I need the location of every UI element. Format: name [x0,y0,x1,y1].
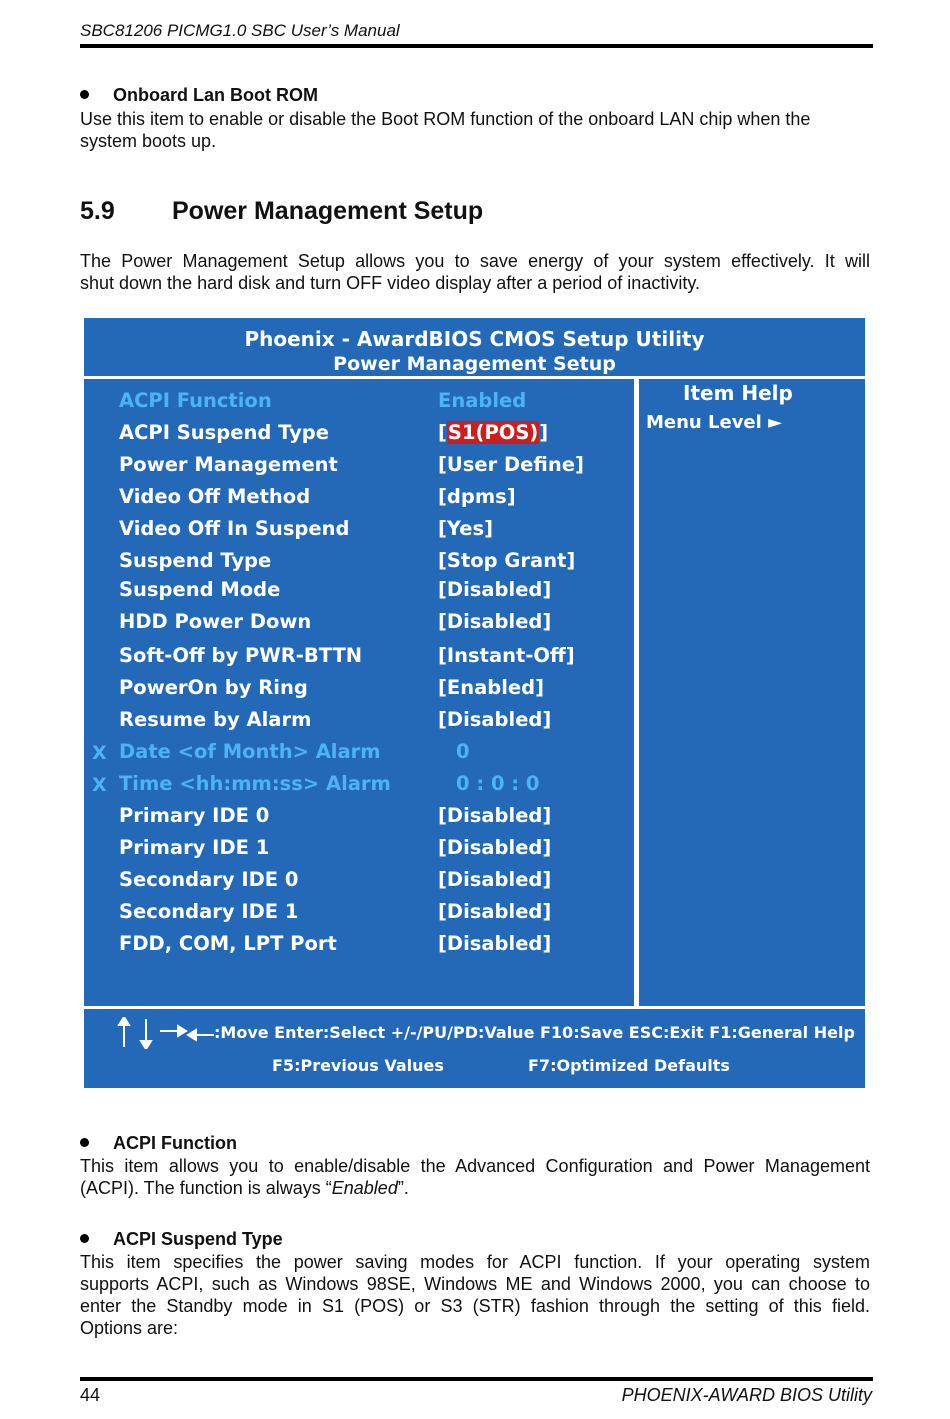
running-header: SBC81206 PICMG1.0 SBC User’s Manual [80,21,400,40]
running-footer: PHOENIX-AWARD BIOS Utility [621,1385,872,1405]
value-bracket: ] [539,421,549,444]
bios-setting-value[interactable]: [Disabled] [438,836,552,859]
bios-setting-value[interactable] [438,421,548,444]
bios-setting-value[interactable]: [Disabled] [438,868,552,891]
acpi-function-heading-text: ACPI Function [113,1133,237,1153]
acpi-suspend-line: enter the Standby mode in S1 (POS) or S3 (STR) fashion through the setting of this field. [80,1296,870,1316]
bios-setting-row[interactable] [84,804,634,834]
section-number: 5.9 [80,197,115,225]
acpi-suspend-line: Options are: [80,1318,179,1338]
bios-setting-label: Power Management [119,453,338,476]
bios-setting-label: Secondary IDE 1 [119,900,299,923]
bios-setting-row[interactable] [84,453,634,483]
bios-setting-row[interactable] [84,549,634,579]
section-title: Power Management Setup [172,197,484,225]
bios-setting-row[interactable] [84,517,634,547]
section-intro-line: The Power Management Setup allows you to save energy of your system effectively. It will [80,251,870,271]
value-bracket: [ [438,421,447,444]
arrow-keys-icon [114,1017,214,1049]
bios-setting-label: PowerOn by Ring [119,676,308,699]
acpi-suspend-line: supports ACPI, such as Windows 98SE, Windows ME and Windows 2000, you can choose to [80,1274,870,1294]
bios-setting-value[interactable]: [Stop Grant] [438,549,576,572]
item-help-title: Item Help [683,381,793,405]
bios-setting-label: FDD, COM, LPT Port [119,932,337,955]
bios-setting-label: ACPI Suspend Type [119,421,329,444]
bios-setting-value[interactable]: [User Define] [438,453,584,476]
key-help-f7: F7:Optimized Defaults [528,1056,730,1075]
bios-setting-row[interactable] [84,900,634,930]
section-intro [80,250,870,294]
bios-setting-label: Primary IDE 1 [119,836,270,859]
bios-setting-value[interactable]: Enabled [438,389,527,412]
header-rule [80,44,873,48]
bios-setting-label: HDD Power Down [119,610,312,633]
bios-setting-row[interactable] [84,644,634,674]
highlighted-value: S1(POS) [447,421,539,444]
bios-setting-value[interactable]: [Disabled] [438,610,552,633]
bios-setting-value[interactable]: [dpms] [438,485,516,508]
acpi-function-description [80,1155,870,1199]
bullet-icon [80,1234,89,1243]
bios-setting-row[interactable] [84,389,634,419]
acpi-suspend-heading [80,1229,283,1250]
bios-setting-label: Video Off In Suspend [119,517,350,540]
acpi-suspend-description [80,1251,870,1339]
bios-setting-value[interactable]: [Instant-Off] [438,644,575,667]
acpi-suspend-heading-text: ACPI Suspend Type [113,1229,283,1249]
bios-setting-row[interactable] [84,868,634,898]
lan-boot-heading-text: Onboard Lan Boot ROM [113,85,318,105]
bullet-icon [80,1138,89,1147]
acpi-function-text: (ACPI). The function is always “ [80,1178,332,1198]
lan-boot-line: system boots up. [80,131,217,151]
bios-setting-label: Resume by Alarm [119,708,312,731]
bios-title-bar [84,318,865,376]
bios-settings-panel [84,379,634,1006]
key-help-line: :Move Enter:Select +/-/PU/PD:Value F10:Save ESC:Exit F1:General Help [214,1023,855,1042]
bios-setting-row[interactable] [84,836,634,866]
bios-help-panel [639,379,865,1006]
acpi-function-enabled: Enabled [331,1178,398,1198]
acpi-function-line: This item allows you to enable/disable the Advanced Configuration and Power Management [80,1156,870,1176]
bios-setting-value[interactable]: [Disabled] [438,578,552,601]
bullet-icon [80,90,89,99]
bios-setting-label: Video Off Method [119,485,311,508]
section-intro-line: shut down the hard disk and turn OFF video display after a period of inactivity. [80,273,700,293]
bios-setting-row[interactable] [84,708,634,738]
menu-level: Menu Level ► [646,412,782,433]
bios-setting-value[interactable]: 0 [456,740,470,763]
bios-setting-row[interactable] [84,485,634,515]
acpi-suspend-line: This item specifies the power saving modes for ACPI function. If your operating system [80,1252,870,1272]
section-heading [80,197,483,226]
bios-setting-row[interactable] [84,932,634,962]
acpi-function-text: ”. [397,1178,409,1198]
bios-setting-label: Date <of Month> Alarm [119,740,381,763]
bios-setting-row[interactable] [84,578,634,608]
bios-setting-value[interactable]: 0 : 0 : 0 [456,772,540,795]
bios-screenshot [82,316,867,1090]
bios-setting-value[interactable]: [Disabled] [438,804,552,827]
bios-setting-row[interactable] [84,676,634,706]
disabled-mark-icon: X [92,774,107,796]
bios-setting-label: Primary IDE 0 [119,804,270,827]
bios-subtitle: Power Management Setup [333,353,616,375]
key-help-f5: F5:Previous Values [272,1056,444,1075]
bios-key-legend [84,1009,865,1088]
bios-setting-row[interactable] [84,421,634,451]
bios-setting-value[interactable]: [Enabled] [438,676,545,699]
bios-setting-label: ACPI Function [119,389,272,412]
bios-setting-value[interactable]: [Yes] [438,517,493,540]
acpi-function-line [80,1177,870,1199]
bios-setting-row[interactable] [84,610,634,640]
bios-setting-row[interactable] [84,772,634,802]
lan-boot-line: Use this item to enable or disable the Boot ROM function of the onboard LAN chip when the [80,109,811,129]
footer-rule [80,1377,873,1381]
bios-setting-label: Suspend Type [119,549,272,572]
bios-setting-value[interactable]: [Disabled] [438,708,552,731]
lan-boot-heading [80,85,318,106]
lan-boot-description [80,108,870,152]
page-number: 44 [80,1385,101,1405]
bios-setting-value[interactable]: [Disabled] [438,932,552,955]
disabled-mark-icon: X [92,742,107,764]
bios-setting-value[interactable]: [Disabled] [438,900,552,923]
bios-setting-label: Secondary IDE 0 [119,868,299,891]
bios-setting-row[interactable] [84,740,634,770]
acpi-function-heading [80,1133,237,1154]
bios-title: Phoenix - AwardBIOS CMOS Setup Utility [244,327,705,351]
bios-setting-label: Time <hh:mm:ss> Alarm [119,772,391,795]
bios-setting-label: Suspend Mode [119,578,281,601]
bios-setting-label: Soft-Off by PWR-BTTN [119,644,363,667]
